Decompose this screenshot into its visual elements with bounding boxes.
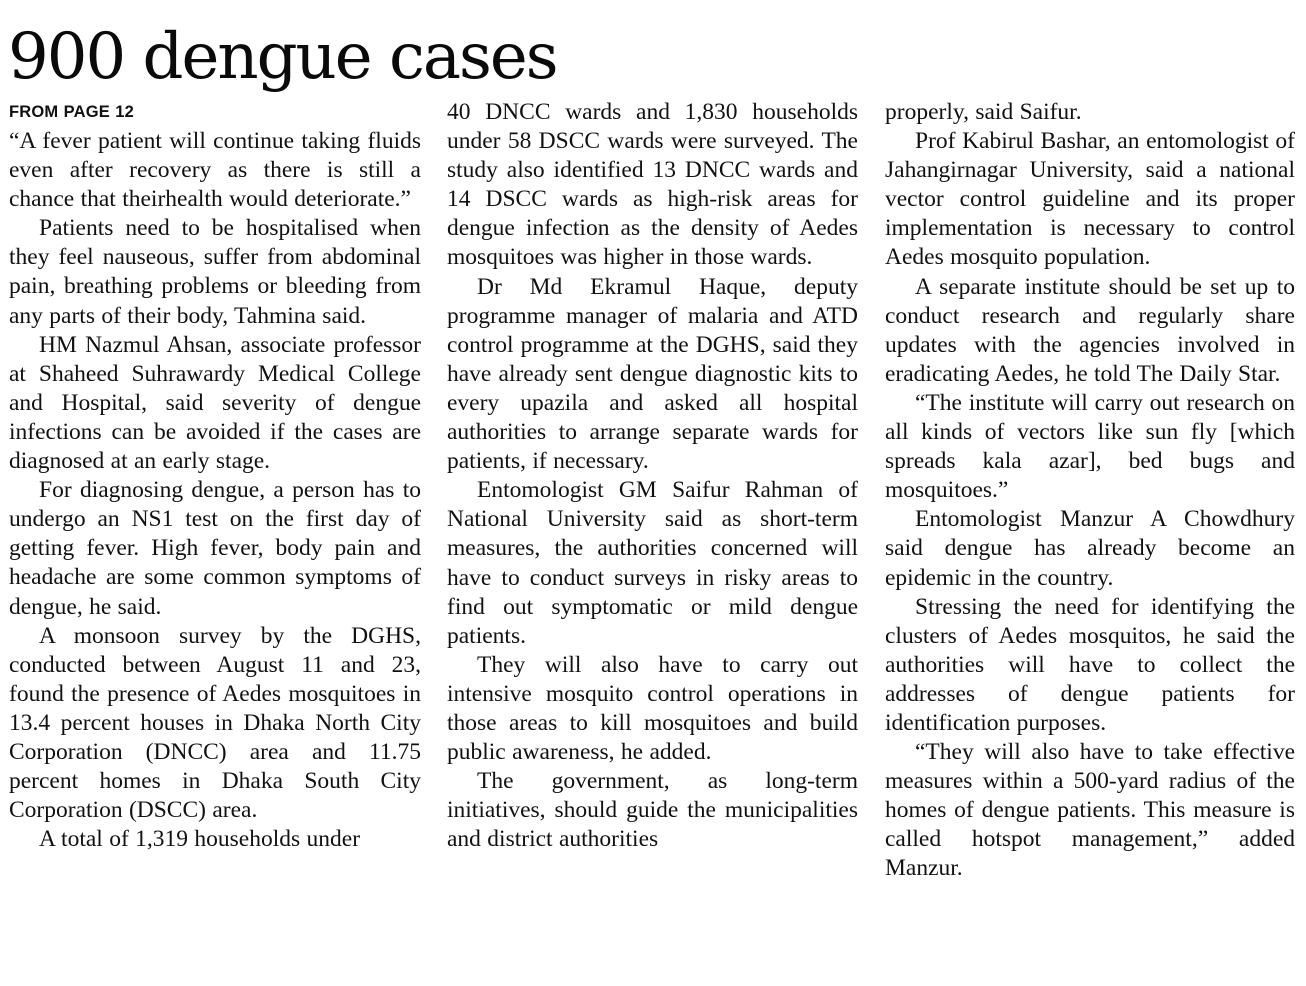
paragraph: A monsoon survey by the DGHS, conducted between August 11 and 23, found the presence of Aedes mosquitoes in 13.4 percent houses in Dhaka North City Corporation (DNCC) area and 11.75 percent homes in Dhaka South City Corporation (DSCC) area. xyxy=(9,622,421,824)
paragraph: 40 DNCC wards and 1,830 households under 58 DSCC wards were surveyed. The study also identified 13 DNCC wards and 14 DSCC wards as high-risk areas for dengue infection as the density of Aedes mosquitoes was higher in those wards. xyxy=(447,99,858,271)
article-column-2 xyxy=(447,98,858,854)
continuation-kicker: FROM PAGE 12 xyxy=(9,103,135,121)
paragraph: Entomologist GM Saifur Rahman of National University said as short-term measures, the authorities concerned will have to conduct surveys in risky areas to find out symptomatic or mild dengue patients. xyxy=(447,477,858,649)
paragraph: A separate institute should be set up to conduct research and regularly share updates with the agencies involved in eradicating Aedes, he told The Daily Star. xyxy=(885,273,1295,387)
paragraph: Prof Kabirul Bashar, an entomologist of Jahangirnagar University, said a national vector control guideline and its proper implementation is necessary to control Aedes mosquito population. xyxy=(885,128,1295,271)
paragraph: The government, as long-term initiatives, should guide the municipalities and district authorities xyxy=(447,768,858,853)
paragraph: Stressing the need for identifying the clusters of Aedes mosquitos, he said the authorities will have to collect the addresses of dengue patients for identification purposes. xyxy=(885,593,1295,736)
article-column-1 xyxy=(9,98,421,854)
paragraph: properly, said Saifur. xyxy=(885,99,1082,125)
paragraph: Dr Md Ekramul Haque, deputy programme manager of malaria and ATD control programme at the DGHS, said they have already sent dengue diagnostic kits to every upazila and asked all hospital authorities to arrange separate wards for patients, if necessary. xyxy=(447,273,858,475)
paragraph: A total of 1,319 households under xyxy=(39,826,361,853)
paragraph: They will also have to carry out intensive mosquito control operations in those areas to kill mosquitoes and build public awareness, he added. xyxy=(447,651,858,766)
paragraph: For diagnosing dengue, a person has to undergo an NS1 test on the first day of getting fever. High fever, body pain and headache are some common symptoms of dengue, he said. xyxy=(9,477,421,620)
paragraph: Entomologist Manzur A Chowdhury said dengue has already become an epidemic in the country. xyxy=(885,506,1295,591)
headline: 900 dengue cases xyxy=(8,20,557,94)
paragraph: “The institute will carry out research on all kinds of vectors like sun fly [which spreads kala azar], bed bugs and mosquitoes.” xyxy=(885,389,1295,504)
paragraph: “They will also have to take effective measures within a 500-yard radius of the homes of dengue patients. This measure is called hotspot management,” added Manzur. xyxy=(885,739,1295,882)
paragraph: HM Nazmul Ahsan, associate professor at Shaheed Suhrawardy Medical College and Hospital, said severity of dengue infections can be avoided if the cases are diagnosed at an early stage. xyxy=(9,331,421,475)
paragraph: “A fever patient will continue taking fluids even after recovery as there is still a chance that theirhealth would deteriorate.” xyxy=(9,128,421,213)
article-column-3 xyxy=(885,98,1295,884)
paragraph: Patients need to be hospitalised when they feel nauseous, suffer from abdominal pain, breathing problems or bleeding from any parts of their body, Tahmina said. xyxy=(9,215,421,329)
